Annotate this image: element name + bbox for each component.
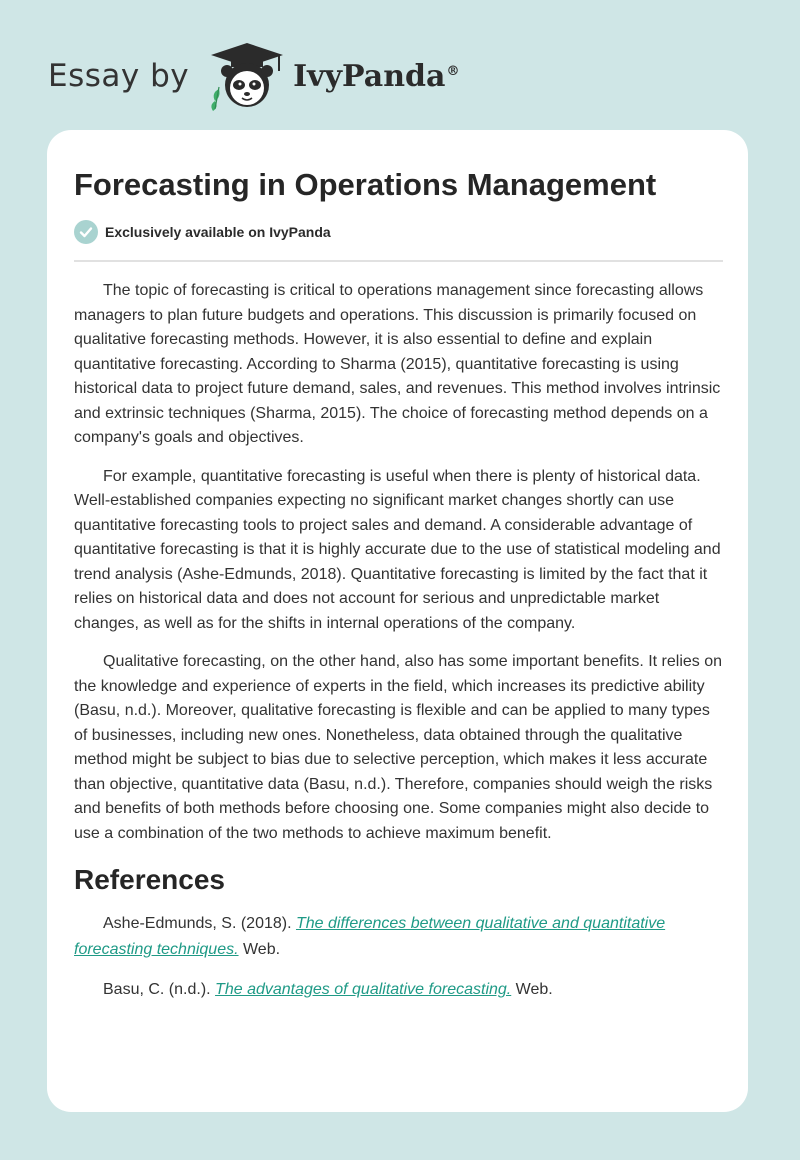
site-header — [48, 36, 748, 116]
ivypanda-logo-icon[interactable] — [205, 41, 289, 111]
reference-link[interactable]: The advantages of qualitative forecasting. — [215, 981, 512, 998]
reference-link[interactable]: The differences between qualitative and quantitative forecasting techniques. — [74, 915, 666, 958]
essay-paragraph: For example, quantitative forecasting is useful when there is plenty of historical data. Well-established companies expecting no significant market changes shortly can use quantitative forecasting tools to project sales and demand. A considerable advantage of quantitative forecasting is that it is highly accurate due to the use of statistical modeling and trend analysis (Ashe-Edmunds, 2018). Quantitative forecasting is limited by the fact that it relies on historical data and does not account for serious and unpredictable market changes, as well as for the shifts in internal operations of the company. — [74, 467, 721, 632]
reference-item: Ashe-Edmunds, S. (2018). The differences between qualitative and quantitative forecasting techniques. Web. — [74, 915, 666, 958]
essay-content — [74, 130, 723, 1017]
essay-title: Forecasting in Operations Management — [74, 167, 657, 202]
exclusive-badge — [74, 219, 723, 245]
brand-name[interactable]: IvyPanda® — [293, 58, 460, 94]
title-divider — [74, 260, 723, 262]
references-list — [74, 911, 723, 1003]
reference-item: Basu, C. (n.d.). The advantages of qualitative forecasting. Web. — [103, 981, 553, 998]
essay-body — [74, 279, 723, 846]
essay-paragraph: The topic of forecasting is critical to operations management since forecasting allows managers to plan future budgets and operations. This discussion is primarily focused on qualitative forecasting methods. However, it is also essential to define and explain quantitative forecasting. According to Sharma (2015), quantitative forecasting is using historical data to project future demand, sales, and revenues. This method involves intrinsic and extrinsic techniques (Sharma, 2015). The choice of forecasting method depends on a company's goals and objectives. — [74, 282, 721, 446]
references-heading: References — [74, 864, 225, 895]
essay-paragraph: Qualitative forecasting, on the other hand, also has some important benefits. It relies on the knowledge and experience of experts in the field, which increases its predictive ability (Basu, n.d.). Moreover, qualitative forecasting is flexible and can be applied to many types of businesses, including new ones. Nonetheless, data obtained through the qualitative method might be subject to bias due to selective perception, which makes it less accurate than objective, quantitative data (Basu, n.d.). Therefore, companies should weigh the risks and benefits of both methods before choosing one. Some companies might also decide to use a combination of the two methods to achieve maximum benefit. — [74, 653, 723, 842]
exclusive-badge-text: Exclusively available on IvyPanda — [105, 224, 331, 240]
essay-by-label: Essay by — [48, 58, 190, 94]
essay-card — [47, 130, 748, 1112]
check-icon — [74, 220, 98, 244]
